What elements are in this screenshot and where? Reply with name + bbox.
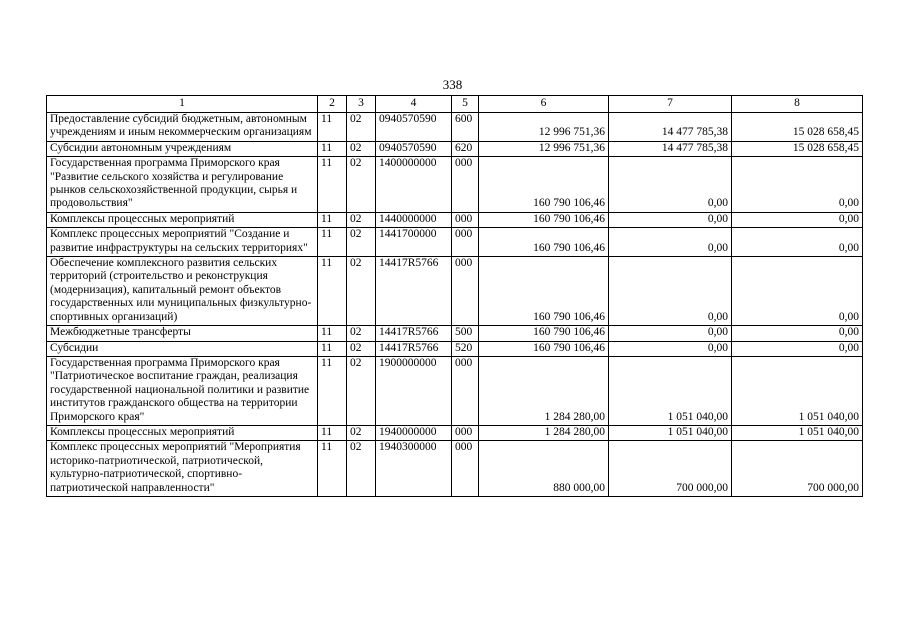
section-code-cell: 11 xyxy=(318,257,347,326)
row-name-cell: Комплекс процессных мероприятий "Мероприятия историко-патриотической, патриотической, культурно-патриотической, спортивно-патриотической направленности" xyxy=(47,441,318,497)
section-code-cell: 11 xyxy=(318,441,347,497)
column-header: 4 xyxy=(376,96,452,113)
amount-col8-cell: 15 028 658,45 xyxy=(732,113,863,142)
subsection-code-cell: 02 xyxy=(347,425,376,440)
column-header: 7 xyxy=(609,96,732,113)
amount-col7-cell: 14 477 785,38 xyxy=(609,141,732,156)
expense-type-cell: 500 xyxy=(452,326,479,341)
amount-col6-cell: 12 996 751,36 xyxy=(479,113,609,142)
table-row xyxy=(47,113,863,142)
column-header: 1 xyxy=(47,96,318,113)
subsection-code-cell: 02 xyxy=(347,341,376,356)
row-name-cell: Государственная программа Приморского края "Патриотическое воспитание граждан, реализация государственной национальной политики и развитие институтов гражданского общества на территории Приморского края" xyxy=(47,356,318,425)
expense-type-cell: 000 xyxy=(452,157,479,213)
amount-col6-cell: 160 790 106,46 xyxy=(479,228,609,257)
amount-col6-cell: 160 790 106,46 xyxy=(479,257,609,326)
subsection-code-cell: 02 xyxy=(347,212,376,227)
amount-col7-cell: 0,00 xyxy=(609,228,732,257)
amount-col8-cell: 1 051 040,00 xyxy=(732,356,863,425)
table-header-row xyxy=(47,96,863,113)
target-article-cell: 14417R5766 xyxy=(376,257,452,326)
row-name-cell: Субсидии автономным учреждениям xyxy=(47,141,318,156)
amount-col7-cell: 1 051 040,00 xyxy=(609,356,732,425)
amount-col6-cell: 1 284 280,00 xyxy=(479,356,609,425)
subsection-code-cell: 02 xyxy=(347,141,376,156)
amount-col7-cell: 0,00 xyxy=(609,157,732,213)
amount-col8-cell: 0,00 xyxy=(732,326,863,341)
row-name-cell: Государственная программа Приморского края "Развитие сельского хозяйства и регулирование рынков сельскохозяйственной продукции, сырья и продовольствия" xyxy=(47,157,318,213)
section-code-cell: 11 xyxy=(318,113,347,142)
table-row xyxy=(47,212,863,227)
amount-col6-cell: 880 000,00 xyxy=(479,441,609,497)
budget-table xyxy=(46,95,863,497)
amount-col7-cell: 1 051 040,00 xyxy=(609,425,732,440)
subsection-code-cell: 02 xyxy=(347,326,376,341)
section-code-cell: 11 xyxy=(318,228,347,257)
amount-col8-cell: 0,00 xyxy=(732,341,863,356)
column-header: 2 xyxy=(318,96,347,113)
amount-col6-cell: 160 790 106,46 xyxy=(479,341,609,356)
table-row xyxy=(47,425,863,440)
target-article-cell: 1440000000 xyxy=(376,212,452,227)
subsection-code-cell: 02 xyxy=(347,113,376,142)
expense-type-cell: 000 xyxy=(452,441,479,497)
subsection-code-cell: 02 xyxy=(347,157,376,213)
column-header: 8 xyxy=(732,96,863,113)
expense-type-cell: 520 xyxy=(452,341,479,356)
amount-col8-cell: 15 028 658,45 xyxy=(732,141,863,156)
target-article-cell: 14417R5766 xyxy=(376,341,452,356)
amount-col7-cell: 0,00 xyxy=(609,212,732,227)
expense-type-cell: 600 xyxy=(452,113,479,142)
expense-type-cell: 000 xyxy=(452,425,479,440)
amount-col6-cell: 160 790 106,46 xyxy=(479,326,609,341)
target-article-cell: 0940570590 xyxy=(376,113,452,142)
amount-col6-cell: 12 996 751,36 xyxy=(479,141,609,156)
amount-col8-cell: 700 000,00 xyxy=(732,441,863,497)
amount-col7-cell: 0,00 xyxy=(609,257,732,326)
table-row xyxy=(47,326,863,341)
expense-type-cell: 620 xyxy=(452,141,479,156)
column-header: 6 xyxy=(479,96,609,113)
expense-type-cell: 000 xyxy=(452,228,479,257)
section-code-cell: 11 xyxy=(318,157,347,213)
table-row xyxy=(47,356,863,425)
subsection-code-cell: 02 xyxy=(347,356,376,425)
section-code-cell: 11 xyxy=(318,425,347,440)
table-row xyxy=(47,341,863,356)
amount-col8-cell: 1 051 040,00 xyxy=(732,425,863,440)
target-article-cell: 1441700000 xyxy=(376,228,452,257)
amount-col7-cell: 700 000,00 xyxy=(609,441,732,497)
row-name-cell: Комплексы процессных мероприятий xyxy=(47,425,318,440)
row-name-cell: Комплексы процессных мероприятий xyxy=(47,212,318,227)
target-article-cell: 14417R5766 xyxy=(376,326,452,341)
amount-col6-cell: 160 790 106,46 xyxy=(479,157,609,213)
row-name-cell: Межбюджетные трансферты xyxy=(47,326,318,341)
amount-col6-cell: 160 790 106,46 xyxy=(479,212,609,227)
subsection-code-cell: 02 xyxy=(347,257,376,326)
expense-type-cell: 000 xyxy=(452,212,479,227)
row-name-cell: Обеспечение комплексного развития сельских территорий (строительство и реконструкция (модернизация), капитальный ремонт объектов государственных или муниципальных физкультурно-спортивных организаций) xyxy=(47,257,318,326)
amount-col7-cell: 0,00 xyxy=(609,326,732,341)
table-row xyxy=(47,157,863,213)
table-row xyxy=(47,228,863,257)
amount-col8-cell: 0,00 xyxy=(732,212,863,227)
section-code-cell: 11 xyxy=(318,341,347,356)
amount-col8-cell: 0,00 xyxy=(732,228,863,257)
page-number: 338 xyxy=(442,77,463,92)
subsection-code-cell: 02 xyxy=(347,441,376,497)
target-article-cell: 0940570590 xyxy=(376,141,452,156)
expense-type-cell: 000 xyxy=(452,356,479,425)
target-article-cell: 1940300000 xyxy=(376,441,452,497)
row-name-cell: Предоставление субсидий бюджетным, автономным учреждениям и иным некоммерческим организациям xyxy=(47,113,318,142)
amount-col8-cell: 0,00 xyxy=(732,257,863,326)
subsection-code-cell: 02 xyxy=(347,228,376,257)
column-header: 3 xyxy=(347,96,376,113)
expense-type-cell: 000 xyxy=(452,257,479,326)
table-row xyxy=(47,257,863,326)
target-article-cell: 1940000000 xyxy=(376,425,452,440)
section-code-cell: 11 xyxy=(318,212,347,227)
amount-col6-cell: 1 284 280,00 xyxy=(479,425,609,440)
target-article-cell: 1900000000 xyxy=(376,356,452,425)
row-name-cell: Комплекс процессных мероприятий "Создание и развитие инфраструктуры на сельских территориях" xyxy=(47,228,318,257)
amount-col7-cell: 0,00 xyxy=(609,341,732,356)
amount-col8-cell: 0,00 xyxy=(732,157,863,213)
table-row xyxy=(47,441,863,497)
table-row xyxy=(47,141,863,156)
amount-col7-cell: 14 477 785,38 xyxy=(609,113,732,142)
section-code-cell: 11 xyxy=(318,356,347,425)
row-name-cell: Субсидии xyxy=(47,341,318,356)
target-article-cell: 1400000000 xyxy=(376,157,452,213)
section-code-cell: 11 xyxy=(318,326,347,341)
section-code-cell: 11 xyxy=(318,141,347,156)
column-header: 5 xyxy=(452,96,479,113)
